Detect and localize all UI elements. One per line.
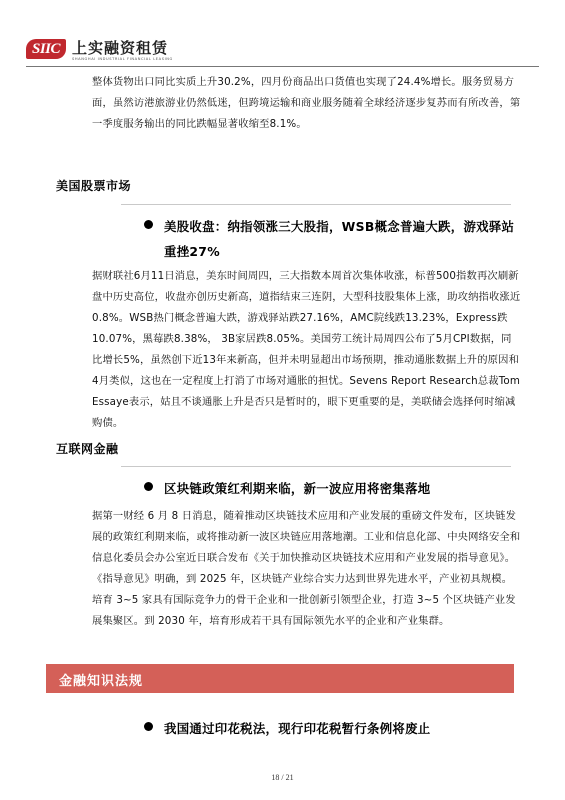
bullet-us-stocks xyxy=(144,214,524,264)
section-divider xyxy=(121,466,511,467)
bullet-blockchain xyxy=(144,476,524,501)
section-banner-financial-law xyxy=(46,664,514,693)
section-divider xyxy=(121,204,511,205)
us-stocks-paragraph: 据财联社6月11日消息，美东时间周四，三大指数本周首次集体收涨，标普500指数再次刷新盘中历史高位，收盘亦创历史新高，道指结束三连阴，大型科技股集体上涨，助攻纳指收涨近0.8%。WSB热门概念普遍大跌，游戏驿站跌27.16%，AMC院线跌13.23%，Express跌10.07%，黑莓跌8.38%， 3B家居跌8.05%。美国劳工统计局周四公布了5月CPI数据，同比增长5%，虽然创下近13年来新高，但并未明显超出市场预期，推动通胀数据上升的原因和4月类似，这也在一定程度上打消了市场对通胀的担忧。Sevens Report Research总裁Tom Essaye表示，姑且不谈通胀上升是否只是暂时的，眼下更重要的是，美联储会选择何时缩减购债。 xyxy=(92,270,521,429)
company-name-en: SHANGHAI INDUSTRIAL FINANCIAL LEASING xyxy=(72,57,173,61)
company-logo xyxy=(26,36,206,66)
section-title-us-stocks: 美国股票市场 xyxy=(56,179,132,193)
intro-paragraph: 整体货物出口同比实质上升30.2%，四月份商品出口货值也实现了24.4%增长。服务贸易方面，虽然访港旅游业仍然低迷，但跨境运输和商业服务随着全球经济逐步复苏而有所改善，第一季度服务输出的同比跌幅显著收缩至8.1%。 xyxy=(92,76,521,130)
bullet-headline: 区块链政策红利期来临，新一波应用将密集落地 xyxy=(164,481,431,496)
header-divider xyxy=(26,66,539,67)
bullet-icon xyxy=(144,482,153,491)
bullet-headline: 我国通过印花税法，现行印花税暂行条例将废止 xyxy=(164,721,431,736)
bullet-stamp-tax xyxy=(144,716,524,741)
siic-logo-mark: SIIC xyxy=(26,39,66,59)
section-title-internet-finance: 互联网金融 xyxy=(56,442,119,456)
company-name: 上实融资租赁 xyxy=(72,39,169,57)
bullet-icon xyxy=(144,722,153,731)
page-number: 18 / 21 xyxy=(271,773,294,782)
bullet-headline: 美股收盘：纳指领涨三大股指，WSB概念普遍大跌，游戏驿站重挫27% xyxy=(164,219,515,259)
banner-title: 金融知识法规 xyxy=(59,674,144,689)
bullet-icon xyxy=(144,220,153,229)
blockchain-paragraph: 据第一财经 6 月 8 日消息，随着推动区块链技术应用和产业发展的重磅文件发布，区块链发展的政策红利期来临，或将推动新一波区块链应用落地潮。工业和信息化部、中央网络安全和信息化委员会办公室近日联合发布《关于加快推动区块链技术应用和产业发展的指导意见》。《指导意见》明确，到 2025 年，区块链产业综合实力达到世界先进水平，产业初具规模。培育 3~5 家具有国际竞争力的骨干企业和一批创新引领型企业，打造 3~5 个区块链产业发展集聚区。到 2030 年，培育形成若干具有国际领先水平的企业和产业集群。 xyxy=(92,510,521,627)
